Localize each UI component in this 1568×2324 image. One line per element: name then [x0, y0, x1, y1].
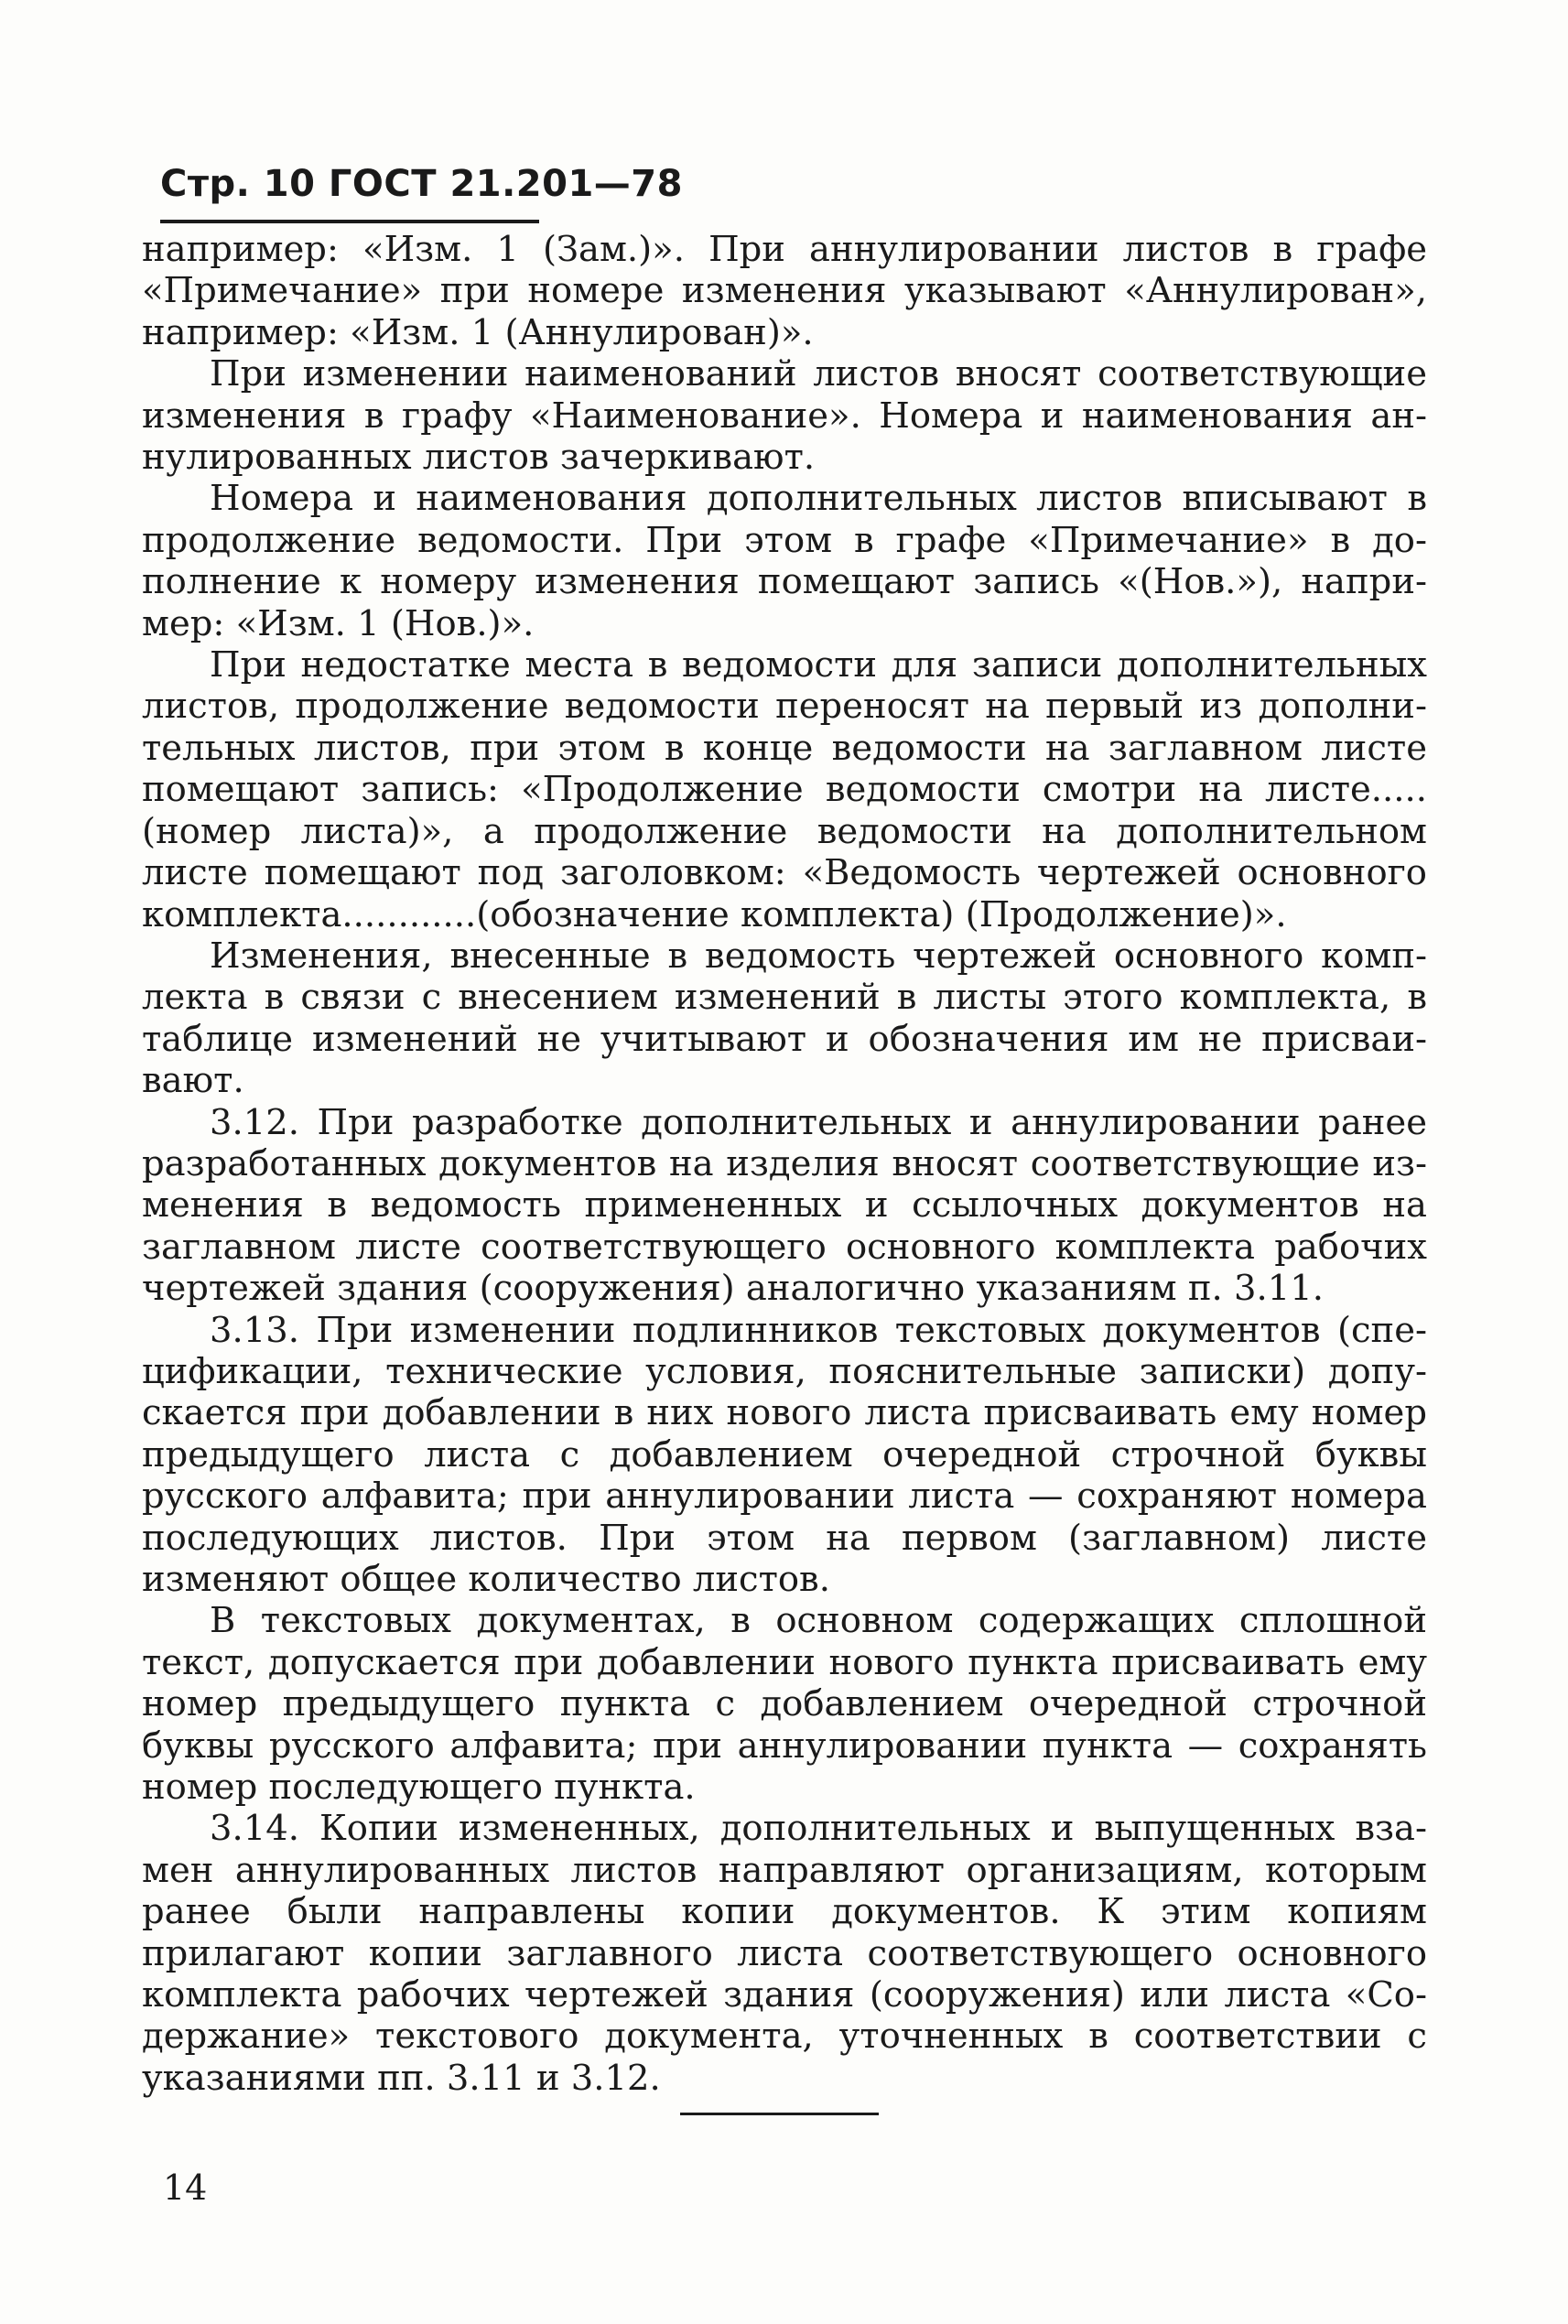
paragraph-4: При недостатке места в ведомости для записи дополнительных листов, продолжение ведомости переносят на первый из дополнительных листов, при этом в конце ведомости на заглавном листе помещают запись: «Продолжение ведомости смотри на листе..... (номер листа)», а продолжение ведомости на дополнительном листе помещают под заголовком: «Ведомость чертежей основного комплекта............(обозначение комплекта) (Продолжение)».: [142, 644, 1427, 935]
paragraph-2: При изменении наименований листов вносят соответствующие изменения в графу «Наименование». Номера и наименования аннулированных листов зачеркивают.: [142, 353, 1427, 479]
paragraph-clause-3-13: 3.13. При изменении подлинников текстовых документов (спецификации, технические условия, пояснительные записки) допускается при добавлении в них нового листа присваивать ему номер предыдущего листа с добавлением очередной строчной буквы русского алфавита; при аннулировании листа — сохраняют номера последующих листов. При этом на первом (заглавном) листе изменяют общее количество листов.: [142, 1309, 1427, 1600]
page-header: Стр. 10 ГОСТ 21.201—78: [160, 163, 683, 205]
header-rule: [160, 220, 539, 223]
paragraph-clause-3-14: 3.14. Копии измененных, дополнительных и выпущенных взамен аннулированных листов направляют организациям, которым ранее были направлены копии документов. К этим копиям прилагают копии заглавного листа соответствующего основного комплекта рабочих чертежей здания (сооружения) или листа «Содержание» текстового документа, уточненных в соответствии с указаниями пп. 3.11 и 3.12.: [142, 1808, 1427, 2099]
footer-rule: [680, 2113, 879, 2115]
paragraph-1: например: «Изм. 1 (Зам.)». При аннулировании листов в графе «Примечание» при номере изменения указывают «Аннулирован», например: «Изм. 1 (Аннулирован)».: [142, 229, 1427, 353]
paragraph-5: Изменения, внесенные в ведомость чертежей основного комплекта в связи с внесением изменений в листы этого комплекта, в таблице изменений не учитывают и обозначения им не присваивают.: [142, 935, 1427, 1102]
page-number: 14: [163, 2167, 208, 2208]
paragraph-clause-3-12: 3.12. При разработке дополнительных и аннулировании ранее разработанных документов на изделия вносят соответствующие изменения в ведомость примененных и ссылочных документов на заглавном листе соответствующего основного комплекта рабочих чертежей здания (сооружения) аналогично указаниям п. 3.11.: [142, 1101, 1427, 1310]
paragraph-7: В текстовых документах, в основном содержащих сплошной текст, допускается при добавлении нового пункта присваивать ему номер предыдущего пункта с добавлением очередной строчной буквы русского алфавита; при аннулировании пункта — сохранять номер последующего пункта.: [142, 1600, 1427, 1809]
body-text: [142, 229, 1427, 2099]
paragraph-3: Номера и наименования дополнительных листов вписывают в продолжение ведомости. При этом в графе «Примечание» в дополнение к номеру изменения помещают запись «(Нов.»), например: «Изм. 1 (Нов.)».: [142, 478, 1427, 644]
